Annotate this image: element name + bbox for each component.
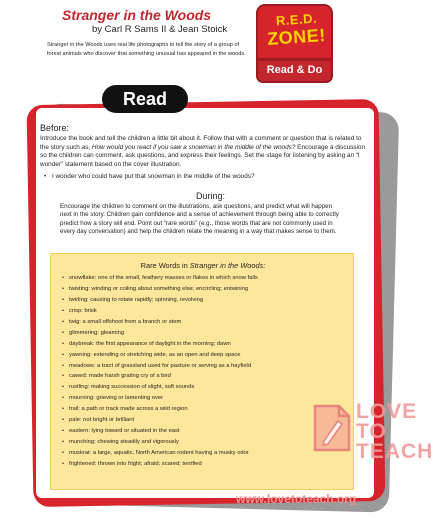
rare-words-list (69, 273, 349, 470)
watermark-line3: TEACH (356, 440, 433, 463)
logo-zone-text: ZONE! (266, 24, 327, 50)
authors: by Carl R Sams II & Jean Stoick (92, 24, 228, 35)
logo-bottom-panel (256, 59, 333, 83)
during-heading: During: (196, 191, 226, 201)
list-item: • trail: a path or track made across a wild region (69, 404, 349, 415)
before-question: How would you react if you saw a snowman in the middle of the woods? (91, 143, 296, 151)
document-pen-icon (312, 403, 352, 453)
before-paragraph (40, 135, 368, 169)
list-item: • yawning: extending or stretching wide, as an open and deep space (69, 350, 349, 361)
list-item: • muskrat: a large, aquatic, North American rodent having a musky odor (69, 448, 349, 459)
list-item: • twirling: causing to rotate rapidly; spinning, revolving (69, 295, 349, 306)
rare-words-title (51, 261, 355, 270)
logo-top-panel (256, 4, 333, 60)
red-zone-logo (256, 4, 333, 92)
list-item: • munching: chewing steadily and vigorously (69, 437, 349, 448)
list-item: • meadows: a tract of grassland used for pasture or serving as a hayfield (69, 361, 349, 372)
love-to-teach-watermark (356, 402, 433, 462)
read-tab: Read (102, 85, 188, 113)
book-intro: Stranger in the Woods uses real life photographs to tell the story of a group of forest animals who discover that something unusual has appeared in the woods. (47, 42, 246, 57)
list-item: • mourning: grieving or lamenting over (69, 393, 349, 404)
before-heading: Before: (40, 123, 70, 133)
list-item: • daybreak: the first appearance of daylight in the morning; dawn (69, 339, 349, 350)
watermark-line1: LOVE (356, 400, 418, 423)
list-item: • cawed: made harsh grating cry of a bird (69, 371, 349, 382)
logo-read-do-text: Read & Do (266, 64, 323, 76)
during-paragraph: Encourage the children to comment on the illustrations, ask questions, and predict what will happen next in the story. Children gain confidence and a sense of achievement through being able to correctly predict how a story will end. Point out “rare words” (e.g., those words that are not commonly used in every day conversation) and help the children relate the meaning in a way that makes sense to them. (60, 203, 339, 236)
list-item: • twisting: winding or coiling about something else; encircling; entwining (69, 284, 349, 295)
rare-words-box (50, 253, 354, 490)
list-item: • crisp: brisk (69, 306, 349, 317)
list-item: • pale: not bright or brilliant (69, 415, 349, 426)
list-item: • glimmering: gleaming (69, 328, 349, 339)
watermark-url: www.lovetoteach.org (236, 492, 357, 506)
before-text-end: Encourage a discussion so the children can comment, ask questions, and express their feelings. Set the stage for listening by asking an “I wonder” statement based on the cover illustration. (40, 143, 366, 168)
rare-words-title-prefix: Rare Words in (140, 261, 190, 270)
list-item: • frightened: thrown into fright; afraid; scared; terrified (69, 459, 349, 470)
before-bullet: • I wonder who could have put that snowman in the middle of the woods? (52, 173, 362, 182)
list-item: • snowflake: one of the small, feathery masses or flakes in which snow falls (69, 273, 349, 284)
before-text-start: Introduce the book and tell the children a little bit about it. Follow that with a comment or question that is related to the story such as, (40, 135, 362, 151)
list-item: • rustling: making succession of slight, soft sounds (69, 382, 349, 393)
list-item: • eastern: lying toward or situated in the east (69, 426, 349, 437)
watermark-line2: TO (356, 420, 387, 443)
logo-red-text: R.E.D. (275, 10, 318, 29)
page-title: Stranger in the Woods (62, 7, 212, 23)
list-item: • twig: a small offshoot from a branch or stem (69, 317, 349, 328)
rare-words-book-title: Stranger in the Woods: (189, 261, 266, 270)
